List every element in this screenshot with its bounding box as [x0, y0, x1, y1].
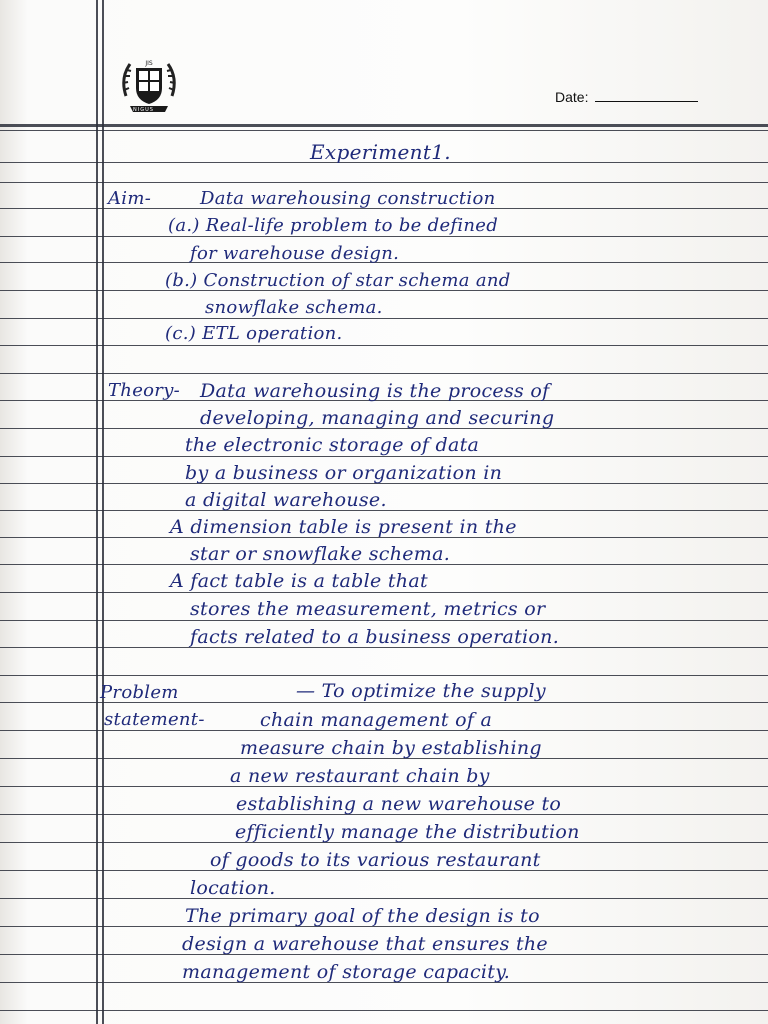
margin-line [102, 0, 104, 1024]
theory-line: developing, managing and securing [200, 407, 555, 429]
aim-label: Aim- [108, 188, 152, 209]
problem-line: chain management of a [260, 709, 493, 731]
ruled-line [0, 620, 768, 621]
ruled-line [0, 182, 768, 183]
problem-line: of goods to its various restaurant [210, 849, 541, 871]
ruled-line [0, 130, 768, 131]
ruled-line [0, 318, 768, 319]
theory-label: Theory- [108, 380, 181, 401]
date-line [595, 101, 698, 102]
margin-line [96, 0, 98, 1024]
ruled-line [0, 675, 768, 676]
svg-text:JIS: JIS [145, 60, 153, 67]
logo-banner-text: NIGUS [133, 107, 154, 113]
problem-label: Problem [100, 682, 179, 703]
theory-line: facts related to a business operation. [190, 626, 560, 648]
problem-line: — To optimize the supply [296, 680, 546, 702]
problem-line: The primary goal of the design is to [185, 905, 540, 927]
ruled-line [0, 1010, 768, 1011]
problem-line: establishing a new warehouse to [236, 793, 562, 815]
theory-line: stores the measurement, metrics or [190, 598, 546, 620]
ruled-line [0, 592, 768, 593]
ruled-line [0, 345, 768, 346]
date-label: Date: [555, 89, 589, 105]
theory-line: a digital warehouse. [185, 489, 387, 511]
problem-label-2: statement- [104, 709, 205, 730]
theory-line: by a business or organization in [185, 462, 503, 484]
problem-line: efficiently manage the distribution [235, 821, 580, 843]
ruled-line [0, 373, 768, 374]
header-rule [0, 124, 768, 127]
problem-line: management of storage capacity. [182, 961, 511, 983]
theory-line: Data warehousing is the process of [200, 380, 550, 402]
ruled-line [0, 456, 768, 457]
problem-line: a new restaurant chain by [230, 765, 490, 787]
aim-item: snowflake schema. [205, 297, 383, 318]
aim-item: for warehouse design. [190, 243, 400, 264]
theory-line: A dimension table is present in the [170, 516, 517, 538]
problem-line: measure chain by establishing [240, 737, 542, 759]
aim-item: (c.) ETL operation. [165, 323, 343, 344]
ruled-line [0, 236, 768, 237]
page-title: Experiment1. [310, 140, 451, 164]
theory-line: the electronic storage of data [185, 434, 480, 456]
ruled-line [0, 898, 768, 899]
problem-line: location. [190, 877, 276, 899]
theory-line: star or snowflake schema. [190, 543, 451, 565]
aim-item: (a.) Real-life problem to be defined [168, 215, 499, 236]
aim-item: (b.) Construction of star schema and [165, 270, 511, 291]
aim-line: Data warehousing construction [200, 188, 496, 209]
theory-line: A fact table is a table that [170, 570, 428, 592]
problem-line: design a warehouse that ensures the [182, 933, 548, 955]
